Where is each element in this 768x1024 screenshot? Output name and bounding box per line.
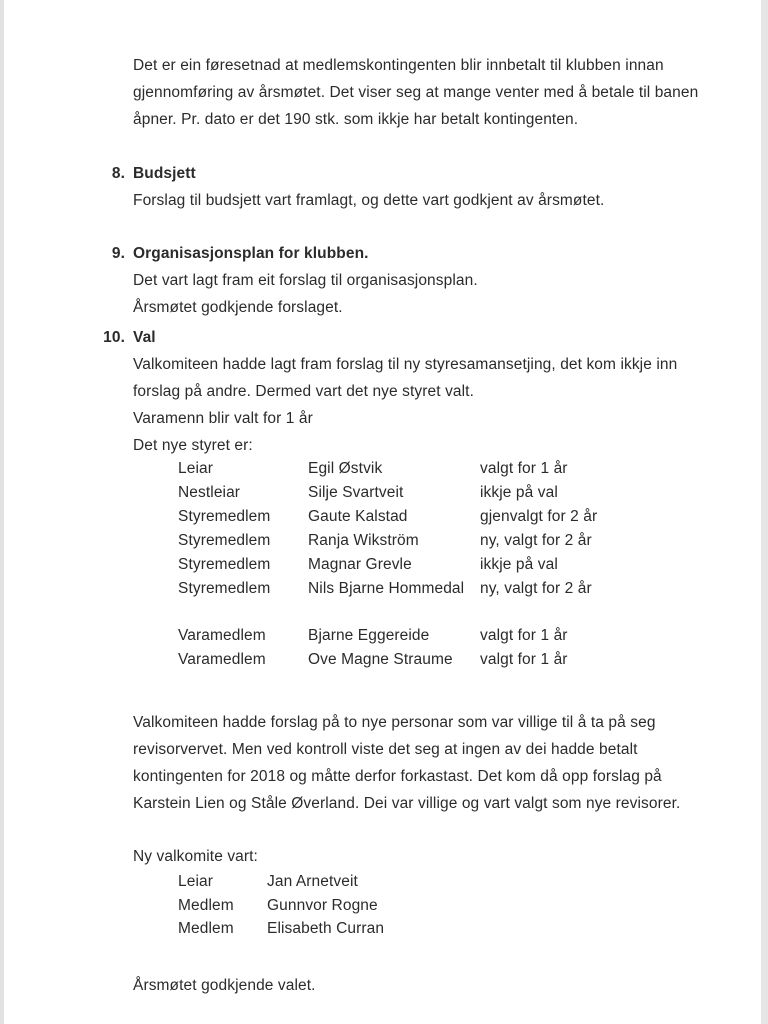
role-cell: Styremedlem xyxy=(178,508,271,525)
table-row xyxy=(178,917,718,941)
deputy-rows xyxy=(178,624,718,672)
document-content xyxy=(103,52,718,999)
section-organisasjonsplan xyxy=(111,240,718,321)
name-cell: Magnar Grevle xyxy=(308,556,412,573)
section-paragraph: Det nye styret er: xyxy=(133,437,253,454)
name-cell: Silje Svartveit xyxy=(308,484,404,501)
name-cell: Jan Arnetveit xyxy=(267,873,358,890)
intro-paragraph: Det er ein føresetnad at medlemskontingenten blir innbetalt til klubben innan gjennomføring av årsmøtet. Det viser seg at mange venter med å betale til banen åpner. Pr. dato er det 190 stk. som ikkje har betalt kontingenten. xyxy=(133,57,699,128)
table-row xyxy=(178,457,718,481)
section-val xyxy=(103,324,718,459)
section-paragraph: Valkomiteen hadde lagt fram forslag til ny styresamansetjing, det kom ikkje inn forslag på andre. Dermed vart det nye styret valt. xyxy=(133,356,678,400)
table-row xyxy=(178,624,718,648)
section-title: Organisasjonsplan for klubben. xyxy=(133,245,369,262)
section-number: 8. xyxy=(111,165,125,182)
name-cell: Ranja Wikström xyxy=(308,532,419,549)
role-cell: Varamedlem xyxy=(178,651,266,668)
status-cell: ny, valgt for 2 år xyxy=(480,532,592,549)
name-cell: Nils Bjarne Hommedal xyxy=(308,580,465,597)
section-paragraph: Årsmøtet godkjende forslaget. xyxy=(133,299,343,316)
status-cell: ny, valgt for 2 år xyxy=(480,580,592,597)
name-cell: Bjarne Eggereide xyxy=(308,627,430,644)
name-cell: Ove Magne Straume xyxy=(308,651,453,668)
table-row xyxy=(178,553,718,577)
auditor-paragraph: Valkomiteen hadde forslag på to nye personar som var villige til å ta på seg revisorvervet. Men ved kontroll viste det seg at ingen av dei hadde betalt kontingenten for 2018 og måtte derfor forkastast. Det kom då opp forslag på Karstein Lien og Ståle Øverland. Dei var villige og vart valgt som nye revisorer. xyxy=(133,714,681,812)
table-row xyxy=(178,648,718,672)
role-cell: Varamedlem xyxy=(178,627,266,644)
left-edge-strip xyxy=(0,0,4,1024)
role-cell: Medlem xyxy=(178,920,234,937)
role-cell: Nestleiar xyxy=(178,484,241,501)
status-cell: ikkje på val xyxy=(480,556,558,573)
status-cell: valgt for 1 år xyxy=(480,460,568,477)
section-heading xyxy=(111,240,718,267)
right-edge-strip xyxy=(761,0,768,1024)
role-cell: Leiar xyxy=(178,873,213,890)
status-cell: gjenvalgt for 2 år xyxy=(480,508,598,525)
name-cell: Gaute Kalstad xyxy=(308,508,408,525)
section-heading xyxy=(111,160,718,187)
table-row xyxy=(178,894,718,918)
role-cell: Medlem xyxy=(178,896,234,914)
section-number: 9. xyxy=(111,245,125,262)
section-title: Budsjett xyxy=(133,165,196,182)
table-row xyxy=(178,870,718,894)
status-cell: ikkje på val xyxy=(480,484,558,501)
section-paragraph: Forslag til budsjett vart framlagt, og dette vart godkjent av årsmøtet. xyxy=(133,192,605,209)
committee-intro: Ny valkomite vart: xyxy=(133,848,258,865)
section-heading xyxy=(103,324,718,351)
table-row xyxy=(178,481,718,505)
board-table xyxy=(178,457,718,672)
closing-paragraph: Årsmøtet godkjende valet. xyxy=(133,976,316,994)
section-title: Val xyxy=(133,329,156,346)
status-cell: valgt for 1 år xyxy=(480,651,568,668)
table-row xyxy=(178,529,718,553)
section-budsjett xyxy=(111,160,718,214)
section-paragraph: Varamenn blir valt for 1 år xyxy=(133,410,313,427)
status-cell: valgt for 1 år xyxy=(480,627,568,644)
table-row xyxy=(178,505,718,529)
role-cell: Styremedlem xyxy=(178,532,271,549)
section-number: 10. xyxy=(103,329,125,346)
name-cell: Gunnvor Rogne xyxy=(267,896,378,914)
committee-table xyxy=(178,870,718,941)
table-row xyxy=(178,577,718,601)
role-cell: Styremedlem xyxy=(178,556,271,573)
section-paragraph: Det vart lagt fram eit forslag til organisasjonsplan. xyxy=(133,272,478,289)
role-cell: Styremedlem xyxy=(178,580,271,597)
name-cell: Egil Østvik xyxy=(308,460,383,477)
name-cell: Elisabeth Curran xyxy=(267,920,385,937)
role-cell: Leiar xyxy=(178,460,213,477)
